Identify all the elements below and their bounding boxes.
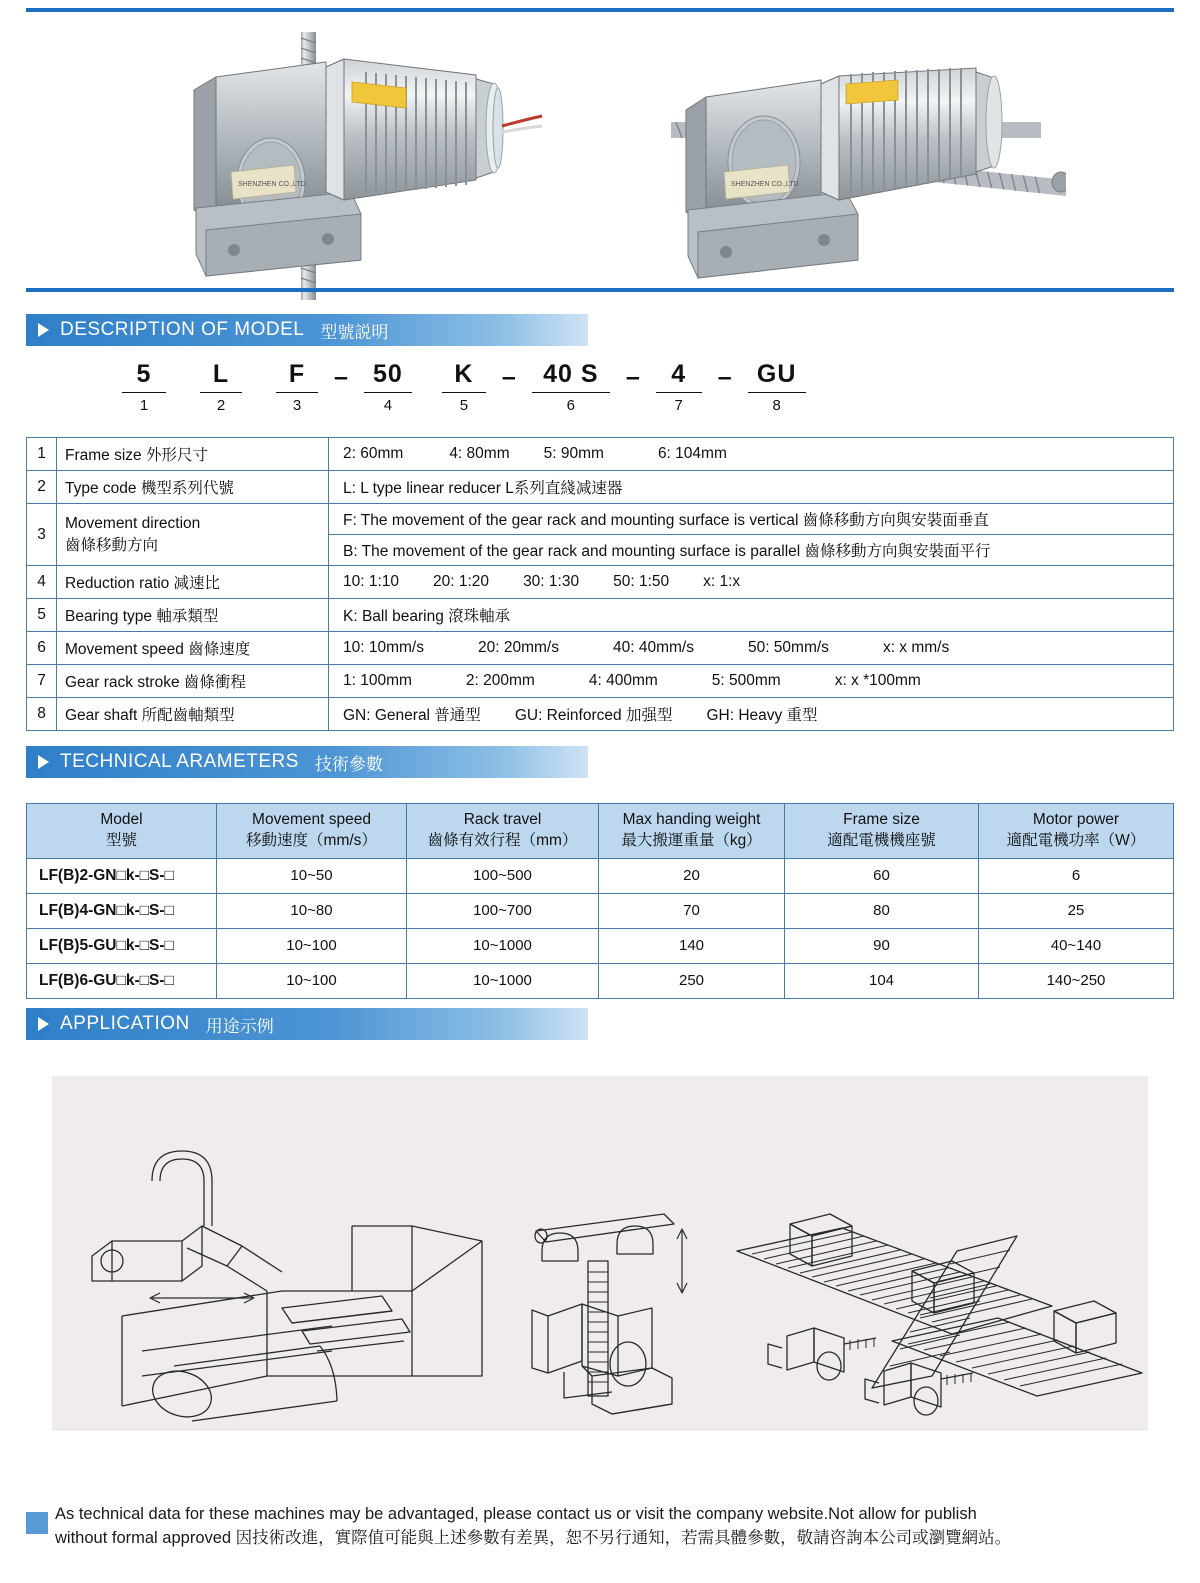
model-dash: –: [501, 363, 516, 391]
model-part-code: 5: [136, 360, 152, 388]
cell-frame: 90: [785, 928, 979, 963]
row-label: Bearing type 軸承類型: [57, 599, 329, 632]
application-diagram: [52, 1076, 1148, 1431]
cell-weight: 250: [599, 963, 785, 998]
col-header-model: Model 型號: [27, 804, 217, 859]
model-dash: –: [334, 363, 348, 391]
row-label: Movement speed 齒條速度: [57, 632, 329, 665]
row-label-cn: 齒條移動方向: [65, 536, 159, 554]
value-d: 6: 104mm: [657, 445, 727, 462]
row-label: Frame size 外形尺寸: [57, 438, 329, 471]
model-part-num: 1: [139, 397, 149, 414]
row-number: 8: [27, 698, 57, 731]
cell-travel: 10~1000: [407, 963, 599, 998]
model-part-code: F: [288, 360, 306, 388]
footer-marker: [26, 1512, 48, 1534]
model-part-num: 5: [459, 397, 469, 414]
value-b: 2: 200mm: [465, 672, 535, 689]
svg-text:SHENZHEN CO.,LTD: SHENZHEN CO.,LTD: [238, 181, 306, 188]
footer-line-1: As technical data for these machines may be advantaged, please contact us or visit the company website.Not allow for publish: [55, 1505, 977, 1523]
model-part-num: 4: [383, 397, 393, 414]
model-code-breakdown: [26, 360, 816, 422]
footer-line-2: without formal approved 因技術改進，實際值可能與上述參數有差異，恕不另行通知，若需具體參數，敬請咨詢本公司或瀏覽網站。: [55, 1528, 1012, 1547]
value-d: 50: 1:50: [613, 573, 670, 590]
cell-weight: 70: [599, 893, 785, 928]
row-value: [329, 665, 1174, 698]
cell-travel: 10~1000: [407, 928, 599, 963]
col-header-travel: Rack travel 齒條有效行程（mm）: [407, 804, 599, 859]
section-title-en: APPLICATION: [60, 1013, 190, 1034]
value-c: GH: Heavy 重型: [706, 707, 818, 724]
table-row: [27, 928, 1174, 963]
value-d: 5: 500mm: [711, 672, 781, 689]
model-part-code: GU: [756, 360, 797, 388]
value-a: GN: General 普通型: [343, 707, 481, 724]
value-b: GU: Reinforced 加强型: [514, 707, 673, 724]
technical-parameters-table: [26, 803, 1174, 999]
value-line-1: F: The movement of the gear rack and mounting surface is vertical 齒條移動方向與安裝面垂直: [329, 504, 1173, 535]
cell-speed: 10~80: [217, 893, 407, 928]
value-e: x: x mm/s: [882, 639, 950, 656]
value-c: 5: 90mm: [543, 445, 604, 462]
value-e: x: 1:x: [703, 573, 741, 590]
model-part-code: L: [212, 360, 230, 388]
section-header-description: [26, 314, 588, 346]
value-a: 1: 100mm: [343, 672, 412, 689]
cell-weight: 20: [599, 858, 785, 893]
cell-speed: 10~50: [217, 858, 407, 893]
row-number: 6: [27, 632, 57, 665]
row-number: 7: [27, 665, 57, 698]
cell-power: 25: [979, 893, 1174, 928]
model-part-code: 4: [671, 360, 687, 388]
top-divider: [26, 8, 1174, 12]
row-label: Reduction ratio 减速比: [57, 566, 329, 599]
model-part-num: 3: [292, 397, 302, 414]
value-b: 4: 80mm: [449, 445, 510, 462]
value-c: 4: 400mm: [588, 672, 658, 689]
table-row: [27, 858, 1174, 893]
cell-frame: 80: [785, 893, 979, 928]
row-value: [329, 504, 1174, 566]
row-value: K: Ball bearing 滾珠軸承: [329, 599, 1174, 632]
application-illustration: [52, 1076, 1148, 1431]
product-photo-right: [646, 32, 1066, 300]
row-value: [329, 632, 1174, 665]
row-value: [329, 698, 1174, 731]
section-header-application: [26, 1008, 588, 1040]
cell-speed: 10~100: [217, 963, 407, 998]
row-number: 3: [27, 504, 57, 566]
row-number: 5: [27, 599, 57, 632]
section-title-en: DESCRIPTION OF MODEL: [60, 319, 305, 340]
value-e: x: x *100mm: [834, 672, 921, 689]
value-a: 10: 10mm/s: [343, 639, 424, 656]
product-photo-left: [176, 32, 596, 300]
model-dash: –: [717, 363, 732, 391]
row-label: Gear rack stroke 齒條衝程: [57, 665, 329, 698]
row-label: Type code 機型系列代號: [57, 471, 329, 504]
model-part-num: 2: [216, 397, 226, 414]
table-row: [27, 599, 1174, 632]
cell-speed: 10~100: [217, 928, 407, 963]
cell-model: LF(B)4-GN□k-□S-□: [27, 893, 217, 928]
row-value: L: L type linear reducer L系列直綫减速器: [329, 471, 1174, 504]
model-part-num: 7: [674, 397, 683, 414]
table-header-row: [27, 804, 1174, 859]
photo-divider: [26, 288, 1174, 292]
svg-text:SHENZHEN CO.,LTD: SHENZHEN CO.,LTD: [731, 181, 799, 188]
section-title-cn: 技術參數: [314, 754, 383, 774]
row-label: Gear shaft 所配齒軸類型: [57, 698, 329, 731]
description-table: [26, 437, 1174, 731]
cell-weight: 140: [599, 928, 785, 963]
cell-model: LF(B)6-GU□k-□S-□: [27, 963, 217, 998]
value-a: 10: 1:10: [343, 573, 400, 590]
cell-travel: 100~700: [407, 893, 599, 928]
value-c: 30: 1:30: [523, 573, 580, 590]
cell-frame: 60: [785, 858, 979, 893]
cell-travel: 100~500: [407, 858, 599, 893]
arrow-icon: [38, 755, 49, 769]
col-header-power: Motor power 適配電機功率（W）: [979, 804, 1174, 859]
col-header-weight: Max handing weight 最大搬運重量（kg）: [599, 804, 785, 859]
table-row: [27, 566, 1174, 599]
cell-model: LF(B)2-GN□k-□S-□: [27, 858, 217, 893]
table-row: [27, 632, 1174, 665]
table-row: [27, 893, 1174, 928]
value-line-2: B: The movement of the gear rack and mounting surface is parallel 齒條移動方向與安裝面平行: [343, 543, 991, 560]
row-label: [57, 504, 329, 566]
table-row: [27, 471, 1174, 504]
value-b: 20: 20mm/s: [477, 639, 559, 656]
row-value: [329, 438, 1174, 471]
cell-power: 140~250: [979, 963, 1174, 998]
row-label-en: Movement direction: [65, 514, 201, 532]
product-photo-band: [26, 16, 1174, 284]
value-a: 2: 60mm: [343, 445, 404, 462]
row-value: [329, 566, 1174, 599]
table-row: [27, 504, 1174, 566]
cell-power: 6: [979, 858, 1174, 893]
table-row: [27, 438, 1174, 471]
value-c: 40: 40mm/s: [612, 639, 694, 656]
section-title-cn: 型號説明: [320, 322, 389, 342]
cell-frame: 104: [785, 963, 979, 998]
section-header-technical: [26, 746, 588, 778]
cell-model: LF(B)5-GU□k-□S-□: [27, 928, 217, 963]
table-row: [27, 698, 1174, 731]
model-part-num: 6: [566, 397, 575, 414]
value-b: 20: 1:20: [433, 573, 490, 590]
section-title-en: TECHNICAL ARAMETERS: [60, 751, 299, 772]
value-d: 50: 50mm/s: [747, 639, 829, 656]
section-title-cn: 用途示例: [205, 1016, 274, 1036]
arrow-icon: [38, 1017, 49, 1031]
arrow-icon: [38, 323, 49, 337]
table-row: [27, 665, 1174, 698]
footer-note: [55, 1503, 1175, 1551]
row-number: 2: [27, 471, 57, 504]
cell-power: 40~140: [979, 928, 1174, 963]
model-part-num: 8: [772, 397, 781, 414]
model-part-code: K: [454, 360, 474, 388]
model-dash: –: [625, 363, 640, 391]
table-row: [27, 963, 1174, 998]
col-header-speed: Movement speed 移動速度（mm/s）: [217, 804, 407, 859]
model-part-code: 50: [373, 360, 403, 388]
row-number: 4: [27, 566, 57, 599]
model-part-code: 40 S: [543, 360, 599, 388]
row-number: 1: [27, 438, 57, 471]
col-header-frame: Frame size 適配電機機座號: [785, 804, 979, 859]
